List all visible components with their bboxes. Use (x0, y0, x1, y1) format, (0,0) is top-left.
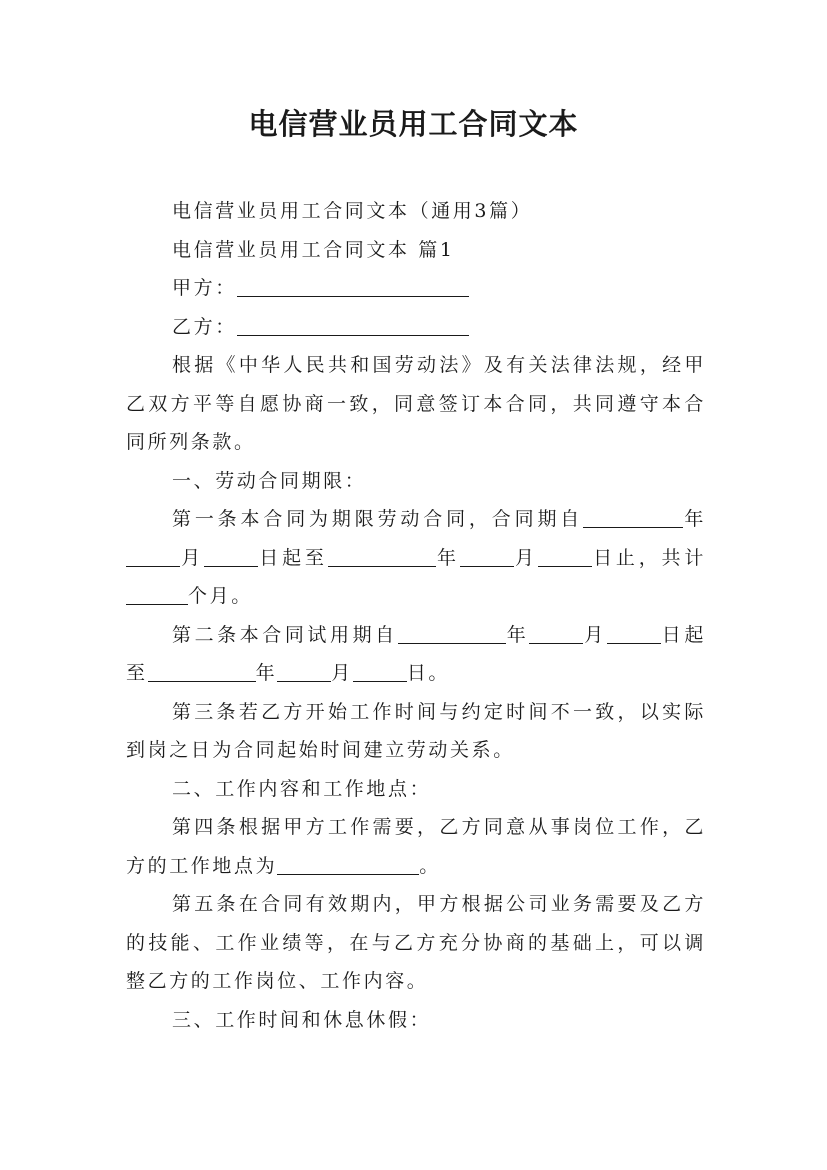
article-5: 第五条在合同有效期内，甲方根据公司业务需要及乙方的技能、工作业绩等，在与乙方充分协商的基础上，可以调整乙方的工作岗位、工作内容。 (126, 893, 706, 992)
party-a-line (126, 269, 706, 308)
document-body (126, 192, 706, 1039)
article-4-end: 。 (419, 854, 441, 877)
month-label: 月 (583, 623, 607, 646)
month-label: 月 (513, 546, 538, 569)
blank (583, 505, 683, 528)
day-label: 日起至 (126, 623, 706, 684)
blank (328, 544, 436, 567)
heading-hours: 三、工作时间和休息休假： (172, 1008, 432, 1031)
blank (126, 544, 180, 567)
heading-work: 二、工作内容和工作地点： (172, 777, 432, 800)
day-label: 日起至 (258, 546, 328, 569)
document-title: 电信营业员用工合同文本 (248, 107, 579, 141)
year-label: 年 (255, 662, 278, 684)
year-label: 年 (435, 546, 460, 569)
workplace-blank (277, 852, 419, 875)
blank (204, 544, 258, 567)
article-2-text: 第二条本合同试用期自 (172, 623, 398, 646)
party-b-line (126, 308, 706, 347)
article-2 (126, 616, 706, 693)
article-1-end: 个月。 (188, 585, 253, 607)
blank (353, 659, 407, 682)
blank (538, 544, 592, 567)
blank (126, 582, 188, 605)
year-label: 年 (505, 623, 530, 646)
party-a-label: 甲方： (172, 277, 237, 299)
day-label: 日。 (406, 662, 451, 684)
party-b-blank (237, 313, 469, 336)
party-a-blank (237, 274, 469, 297)
blank (277, 659, 331, 682)
article-1 (126, 500, 706, 616)
section-heading: 电信营业员用工合同文本 篇1 (172, 238, 455, 261)
year-label: 年 (683, 508, 706, 530)
intro-paragraph: 根据《中华人民共和国劳动法》及有关法律法规，经甲乙双方平等自愿协商一致，同意签订本合同，共同遵守本合同所列条款。 (126, 354, 706, 453)
article-4 (126, 808, 706, 885)
article-4-text: 第四条根据甲方工作需要，乙方同意从事岗位工作，乙方的工作地点为 (126, 816, 706, 877)
blank (148, 659, 256, 682)
blank (460, 544, 514, 567)
day-label: 日止，共计 (591, 546, 706, 569)
party-b-label: 乙方： (172, 315, 237, 338)
article-1-text: 第一条本合同为期限劳动合同，合同期自 (172, 508, 584, 530)
heading-term: 一、劳动合同期限： (172, 469, 367, 492)
subtitle: 电信营业员用工合同文本（通用3篇） (172, 200, 533, 222)
month-label: 月 (180, 546, 205, 569)
month-label: 月 (331, 662, 353, 684)
blank (398, 621, 506, 644)
blank (529, 621, 583, 644)
blank (607, 621, 661, 644)
article-3: 第三条若乙方开始工作时间与约定时间不一致，以实际到岗之日为合同起始时间建立劳动关系。 (126, 700, 706, 761)
